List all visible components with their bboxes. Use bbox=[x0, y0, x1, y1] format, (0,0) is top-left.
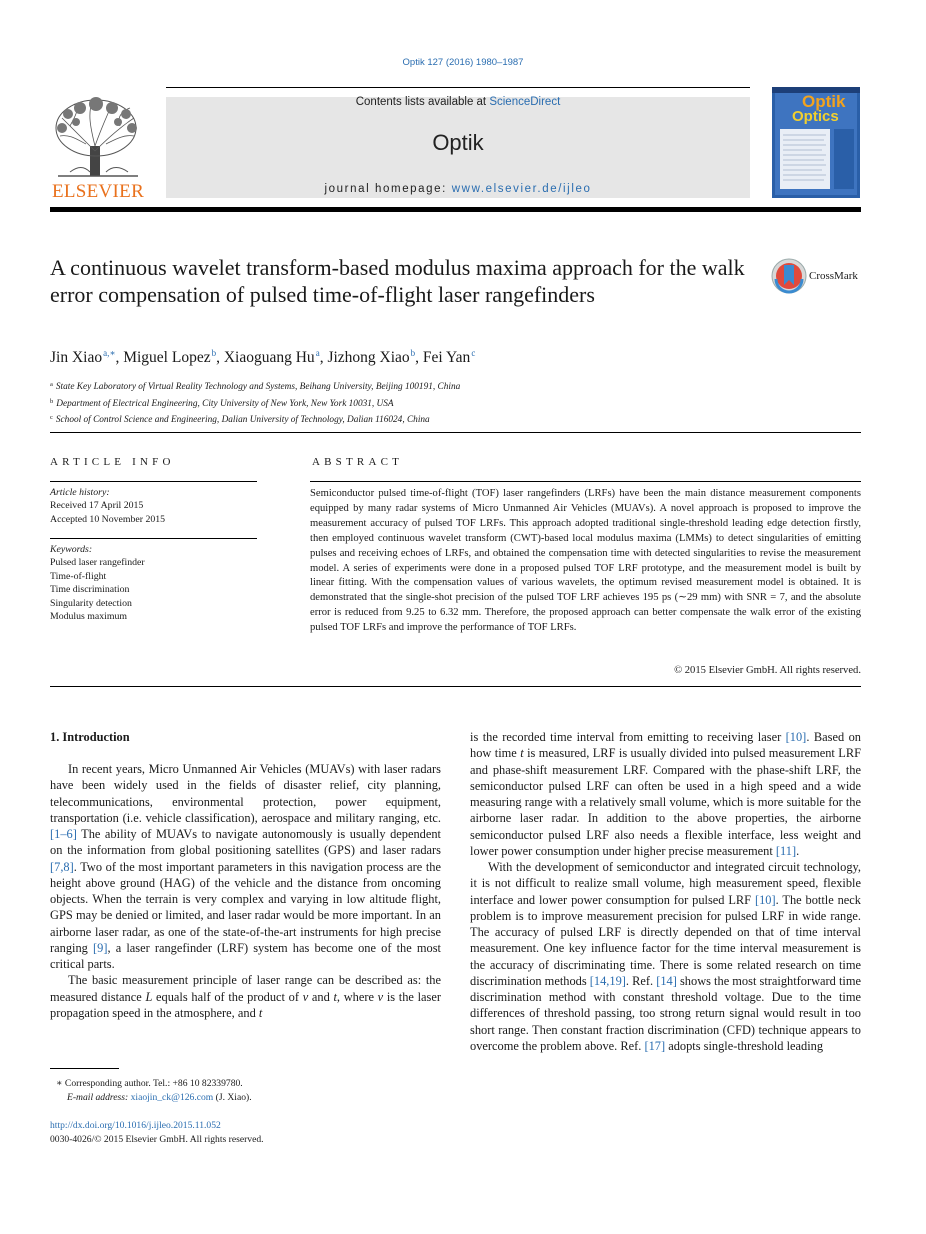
affiliation-text: Department of Electrical Engineering, City University of New York, New York 10031, USA bbox=[56, 398, 394, 409]
email-line: E-mail address: xiaojin_ck@126.com (J. Xiao). bbox=[67, 1092, 252, 1103]
rule-above-info bbox=[50, 432, 861, 433]
accepted-date: Accepted 10 November 2015 bbox=[50, 513, 166, 525]
received-date: Received 17 April 2015 bbox=[50, 500, 144, 512]
contents-prefix: Contents lists available at bbox=[355, 96, 490, 108]
reference-link[interactable]: [10] bbox=[785, 730, 807, 744]
reference-link[interactable]: [14] bbox=[656, 973, 677, 988]
cover-title-optics: Optics bbox=[792, 108, 839, 125]
author-separator: , bbox=[115, 349, 124, 366]
corresponding-author-footnote bbox=[50, 1077, 252, 1105]
keyword-item: Time discrimination bbox=[50, 584, 130, 596]
author-name: Xiaoguang Hu bbox=[223, 349, 315, 366]
affiliation-list bbox=[50, 378, 460, 428]
header-top-rule bbox=[166, 87, 750, 88]
author-name: Jin Xiao bbox=[50, 349, 103, 366]
affiliation-item bbox=[50, 411, 460, 428]
sciencedirect-link[interactable]: ScienceDirect bbox=[489, 96, 561, 108]
reference-link[interactable]: [10] bbox=[754, 892, 776, 907]
article-info-rule bbox=[50, 481, 257, 482]
affiliation-item bbox=[50, 378, 460, 395]
author-affiliation-mark[interactable]: b bbox=[211, 348, 217, 358]
contents-line bbox=[166, 96, 750, 108]
cover-title-optik: Optik bbox=[802, 92, 846, 111]
crossmark-badge[interactable] bbox=[771, 257, 863, 295]
issn-copyright: 0030-4026/© 2015 Elsevier GmbH. All rights reserved. bbox=[50, 1134, 264, 1145]
author-separator: , bbox=[415, 349, 423, 366]
homepage-prefix: journal homepage: bbox=[324, 183, 452, 195]
footnote-rule bbox=[50, 1068, 119, 1069]
author-affiliation-mark[interactable]: a bbox=[315, 348, 320, 358]
abstract-heading: ABSTRACT bbox=[312, 456, 404, 468]
keyword-item: Time-of-flight bbox=[50, 570, 107, 582]
rule-below-abstract bbox=[50, 686, 861, 687]
crossmark-label: CrossMark bbox=[809, 270, 858, 282]
journal-name: Optik bbox=[432, 130, 484, 155]
abstract-rule bbox=[310, 481, 861, 482]
affiliation-mark: b bbox=[50, 397, 54, 405]
keywords-block bbox=[50, 543, 257, 623]
journal-citation[interactable]: Optik 127 (2016) 1980–1987 bbox=[402, 57, 524, 68]
author-name: Miguel Lopez bbox=[123, 349, 211, 366]
reference-link[interactable]: [14,19] bbox=[589, 973, 626, 988]
reference-link[interactable]: [17] bbox=[644, 1038, 666, 1053]
affiliation-mark: a bbox=[50, 381, 53, 388]
right-column bbox=[470, 729, 861, 1054]
affiliation-text: School of Control Science and Engineering, Dalian University of Technology, Dalian 116024, China bbox=[55, 415, 430, 425]
section-heading-introduction: 1. Introduction bbox=[50, 730, 130, 744]
keywords-label: Keywords: bbox=[50, 544, 93, 555]
affiliation-mark: c bbox=[50, 414, 53, 421]
header-thick-rule bbox=[50, 207, 861, 212]
doi-link[interactable]: http://dx.doi.org/10.1016/j.ijleo.2015.11.052 bbox=[50, 1120, 221, 1131]
reference-link[interactable]: [1–6] bbox=[50, 827, 77, 841]
reference-link[interactable]: [11] bbox=[775, 843, 797, 858]
intro-paragraph-4: With the development of semiconductor and integrated circuit technology, it is not difficult to realize small volume, high measurement speed, flexible interface and lower power consumption for pulsed LRF [10]. The bottle neck problem is to improve measurement precision for pulsed LRF in wide range. The accuracy of pulsed LRF is directly depended on that of time interval measurement. One key influence factor for the time interval measurement is the accuracy of discriminating time. There is some related research on time discrimination methods [14,19]. Ref. [14] shows the most straightforward time discrimination method with constant threshold voltage. Due to the time differences of threshold passing, too strong return signal would result in too short range. Then constant fraction discrimination (CFD) technique appears to overcome the problem above. Ref. [17] adopts single-threshold leading bbox=[470, 860, 862, 1053]
author-name: Fei Yan bbox=[422, 349, 471, 366]
left-column bbox=[50, 761, 441, 1021]
journal-cover-image bbox=[772, 87, 860, 198]
doi-block bbox=[50, 1119, 264, 1147]
corresponding-line: ∗ Corresponding author. Tel.: +86 10 82339780. bbox=[56, 1078, 243, 1089]
intro-paragraph-2: The basic measurement principle of laser range can be described as: the measured distance L equals half of the product of v and t, where v is the laser propagation speed in the atmosphere, and t bbox=[50, 973, 441, 1020]
abstract-copyright: © 2015 Elsevier GmbH. All rights reserved. bbox=[674, 665, 861, 676]
intro-paragraph-3: is the recorded time interval from emitting to receiving laser [10]. Based on how time t is measured, LRF is usually divided into pulsed measurement LRF and phase-shift measurement LRF. Compared with the phase-shift LRF, the semiconductor pulsed LRF can often be used in a high speed and a wide measuring range with a relatively small volume, which is more suitable for the airborne laser radar. In addition to the above properties, the airborne semiconductor pulsed LRF also needs a flexible interface, less weight and lower power consumption under higher precise measurement [11]. bbox=[470, 730, 861, 858]
article-history bbox=[50, 486, 257, 526]
article-info-heading: ARTICLE INFO bbox=[50, 456, 175, 468]
keyword-item: Pulsed laser rangefinder bbox=[50, 557, 145, 569]
reference-link[interactable]: [9] bbox=[93, 940, 108, 955]
elsevier-wordmark: ELSEVIER bbox=[51, 181, 145, 202]
email-link[interactable]: xiaojin_ck@126.com bbox=[130, 1092, 214, 1103]
keywords-rule bbox=[50, 538, 257, 539]
history-label: Article history: bbox=[50, 487, 110, 498]
author-affiliation-mark[interactable]: c bbox=[471, 348, 476, 358]
author-affiliation-mark[interactable]: b bbox=[410, 348, 416, 358]
article-title: A continuous wavelet transform-based modulus maxima approach for the walk error compensation of pulsed time-of-flight laser rangefinders bbox=[50, 255, 745, 307]
reference-link[interactable]: [7,8] bbox=[50, 859, 74, 874]
abstract-text: Semiconductor pulsed time-of-flight (TOF) laser rangefinders (LRFs) have been the main distance measurement components equipped by many radar systems of Micro Unmanned Air Vehicles (MUAVs). A novel approach is proposed to improve the measurement accuracy of pulsed TOF LRFs. This approach adopted traditional single-threshold leading edge detection firstly, then employed continuous wavelet transform (CWT)-based local modulus maxima (LMMs) to detect singularities of emitting pulses and receiving echoes of LRFs, and obtained the compensation time with detected singularities to revise the measurement model. A series of experiments were done in a proposed pulsed TOF LRF prototype, and the measurement model is built by linear fitting. With the compensation values of various wavelets, the optimum revised measurement model is obtained. It is demonstrated that the single-shot precision of the pulsed TOF LRF achieves 195 ps (∼29 mm) with SNR = 7, and the absolute error is reduced from 9.25 to 6.32 mm. Therefore, the proposed approach can better compensate the walk error of the existing pulsed TOF LRFs and improve the performance of TOF LRFs. bbox=[310, 488, 861, 634]
author-separator: , bbox=[319, 349, 328, 366]
affiliation-item bbox=[50, 395, 460, 412]
keyword-item: Singularity detection bbox=[50, 597, 132, 609]
intro-paragraph-1: In recent years, Micro Unmanned Air Vehicles (MUAVs) with laser radars have been widely used in the fields of disaster relief, city planning, telecommunications, environmental protection, power equipment, transportation (i.e. vehicle classification), aerospace and military ranging, etc. [1–6] The ability of MUAVs to navigate autonomously is usually dependent on the information from global positioning satellites (GPS) and laser radars [7,8]. Two of the most important parameters in this navigation process are the height above ground (HAG) of the vehicle and the distance from oncoming objects. When the terrain is very complex and varying in low altitude flight, GPS may be denied or limited, and laser radar would be more important. In an airborne laser radar, as one of the state-of-the-art instruments for high precise ranging [9], a laser rangefinder (LRF) system has become one of the most critical parts. bbox=[50, 762, 441, 971]
crossmark-icon bbox=[771, 258, 807, 294]
keyword-item: Modulus maximum bbox=[50, 611, 128, 623]
homepage-link[interactable]: www.elsevier.de/ijleo bbox=[451, 183, 592, 195]
author-name: Jizhong Xiao bbox=[327, 349, 410, 366]
journal-homepage bbox=[166, 183, 750, 195]
author-list bbox=[50, 348, 475, 367]
author-separator: , bbox=[216, 349, 224, 366]
author-affiliation-mark[interactable]: a,∗ bbox=[103, 348, 116, 358]
affiliation-text: State Key Laboratory of Virtual Reality Technology and Systems, Beihang University, Beijing 100191, China bbox=[55, 382, 461, 392]
